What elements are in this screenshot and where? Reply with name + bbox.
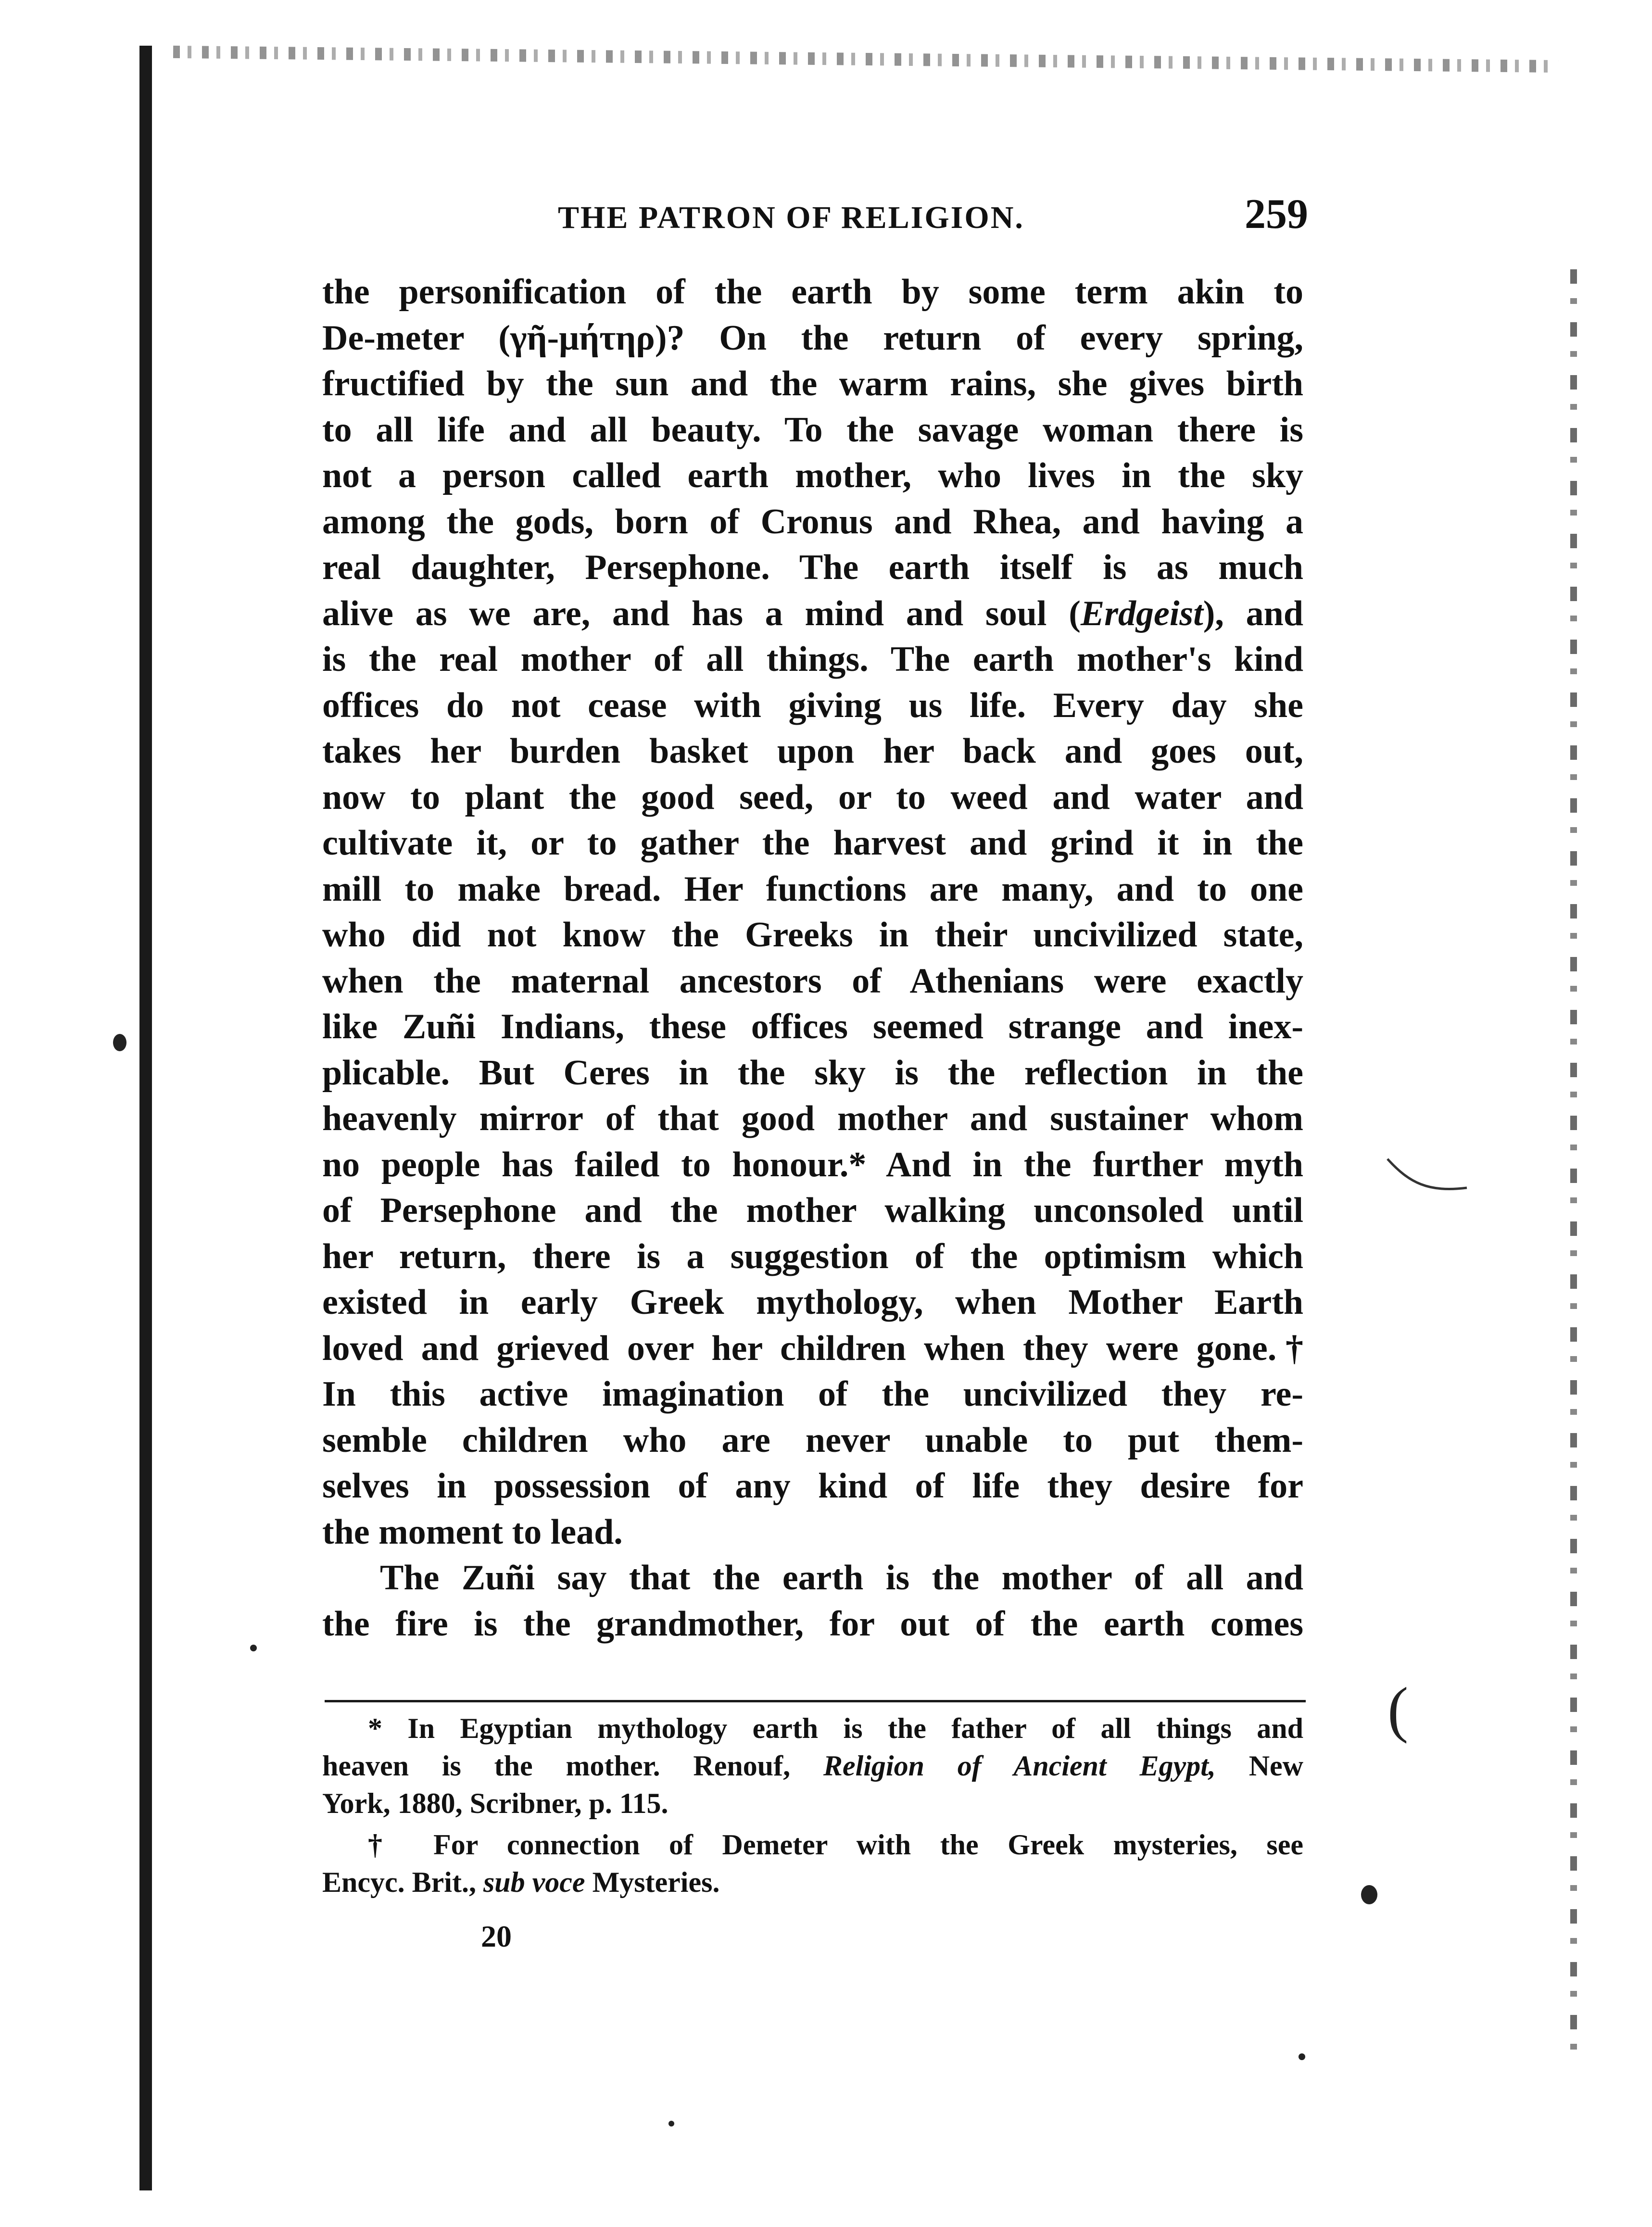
text-line: takes her burden basket upon her back and goes out, [322,731,1303,771]
footnote-text: Encyc. Brit., [322,1866,483,1898]
footnote-book-title: Religion of Ancient Egypt, [823,1750,1216,1782]
footnote-line: † For connection of Demeter with the Greek mysteries, see [368,1829,1303,1861]
pencil-mark: ( [1387,1675,1409,1744]
footnote-text: heaven is the mother. Renouf, [322,1750,823,1782]
text-line: the moment to lead. [322,1512,623,1552]
footnote-latin: sub voce [483,1866,585,1898]
text-line: no people has failed to honour.* And in the further myth [322,1145,1303,1184]
scan-speck [1299,2053,1305,2060]
page-number: 259 [1245,191,1308,238]
italic-term: Erdgeist [1080,593,1203,633]
running-head [558,190,1308,243]
text-line: De-meter (γῆ-μήτηρ)? On the return of every spring, [322,318,1303,358]
text-line: cultivate it, or to gather the harvest and grind it in the [322,823,1303,863]
scan-speck [668,2121,674,2126]
text-line: heavenly mirror of that good mother and sustainer whom [322,1099,1303,1138]
scan-noise-top [173,46,1558,73]
footnote-line [322,1863,1303,1901]
text-line: to all life and all beauty. To the savage woman there is [322,410,1303,450]
text-line: alive as we are, and has a mind and soul (Erdgeist), and [322,593,1303,633]
text-line: of Persephone and the mother walking unconsoled until [322,1191,1303,1230]
footnote-text: Mysteries. [585,1866,720,1898]
text-line: fructified by the sun and the warm rains, she gives birth [322,364,1303,403]
text-line: In this active imagination of the uncivilized they re- [322,1374,1303,1414]
text-line: selves in possession of any kind of life they desire for [322,1466,1303,1506]
scan-speck [1361,1885,1377,1904]
text-line: like Zuñi Indians, these offices seemed strange and inex- [322,1007,1303,1046]
text-line: not a person called earth mother, who lives in the sky [322,456,1303,495]
footnote-line [322,1747,1303,1785]
text-line: when the maternal ancestors of Athenians were exactly [322,961,1303,1001]
pencil-stroke [1385,1154,1472,1212]
text-line: The Zuñi say that the earth is the mother of all and [380,1558,1303,1598]
text-line: offices do not cease with giving us life. Every day she [322,685,1303,725]
text-line: the fire is the grandmother, for out of the earth comes [322,1604,1303,1644]
footnote-line: * In Egyptian mythology earth is the father of all things and [368,1712,1303,1744]
text-line: is the real mother of all things. The earth mother's kind [322,640,1303,679]
scan-speck [250,1645,257,1651]
text-line: mill to make bread. Her functions are many, and to one [322,869,1303,909]
text-line: loved and grieved over her children when they were gone.† [322,1328,1303,1368]
footnotes [322,1710,1303,1901]
text-line: plicable. But Ceres in the sky is the reflection in the [322,1053,1303,1093]
footnote-rule [325,1700,1306,1702]
scan-speck [113,1034,126,1051]
footnote-line: York, 1880, Scribner, p. 115. [322,1787,668,1819]
signature-mark: 20 [481,1919,512,1953]
text-line: existed in early Greek mythology, when Mother Earth [322,1283,1303,1322]
text-line: real daughter, Persephone. The earth itself is as much [322,548,1303,587]
text-line: among the gods, born of Cronus and Rhea, and having a [322,502,1303,541]
text-line: the personification of the earth by some term akin to [322,272,1303,312]
text-line: who did not know the Greeks in their uncivilized state, [322,915,1303,955]
binding-edge [139,46,152,2190]
running-title: THE PATRON OF RELIGION. [558,200,1024,235]
text-line: semble children who are never unable to put them- [322,1420,1303,1460]
footnote-text: New [1215,1750,1303,1782]
text-line: now to plant the good seed, or to weed and water and [322,777,1303,817]
text-line: her return, there is a suggestion of the optimism which [322,1236,1303,1276]
scan-noise-right [1570,269,1577,2068]
body-text [322,269,1303,1647]
